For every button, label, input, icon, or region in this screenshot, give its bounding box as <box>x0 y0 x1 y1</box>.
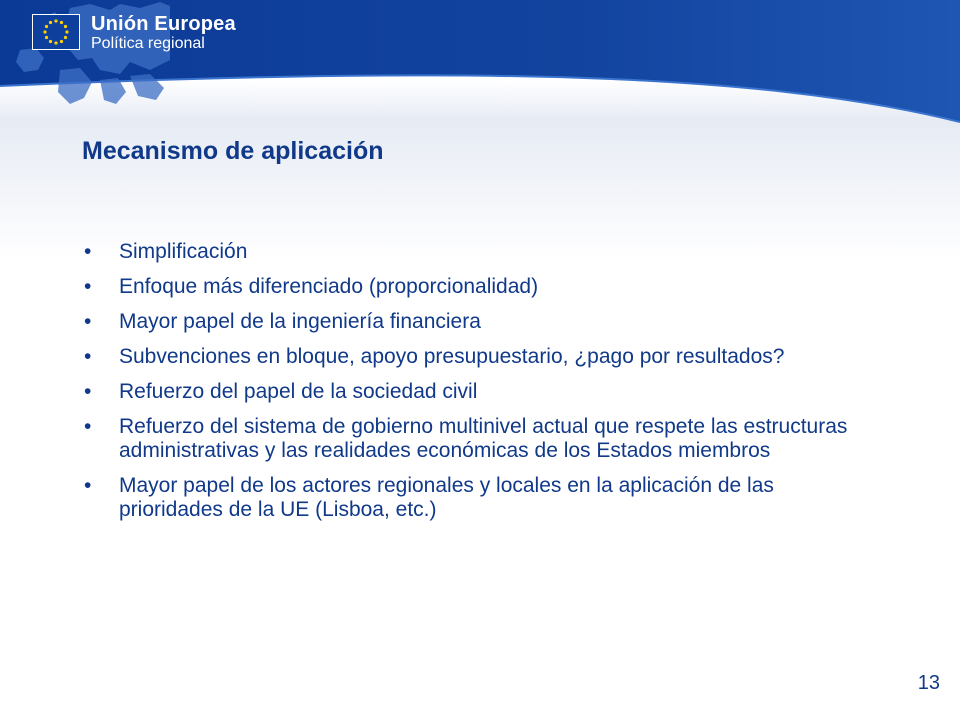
bullet-list <box>82 240 882 533</box>
bullet-item: • Mayor papel de la ingeniería financiera <box>82 310 882 334</box>
bullet-item: • Subvenciones en bloque, apoyo presupuestario, ¿pago por resultados? <box>82 345 882 369</box>
bullet-item: • Refuerzo del sistema de gobierno multinivel actual que respete las estructuras administrativas y las realidades económicas de los Estados miembros <box>82 415 882 463</box>
slide-title: Mecanismo de aplicación <box>82 137 384 165</box>
brand <box>91 13 236 53</box>
bullet-item: • Refuerzo del papel de la sociedad civil <box>82 380 882 404</box>
eu-flag-icon <box>32 14 80 50</box>
bullet-item: • Simplificación <box>82 240 882 264</box>
page-number: 13 <box>917 672 940 694</box>
brand-title: Unión Europea <box>91 13 236 35</box>
bullet-item: • Mayor papel de los actores regionales y locales en la aplicación de las prioridades de la UE (Lisboa, etc.) <box>82 474 882 522</box>
bullet-item: • Enfoque más diferenciado (proporcionalidad) <box>82 275 882 299</box>
header-banner <box>0 0 960 130</box>
brand-subtitle: Política regional <box>91 35 205 52</box>
